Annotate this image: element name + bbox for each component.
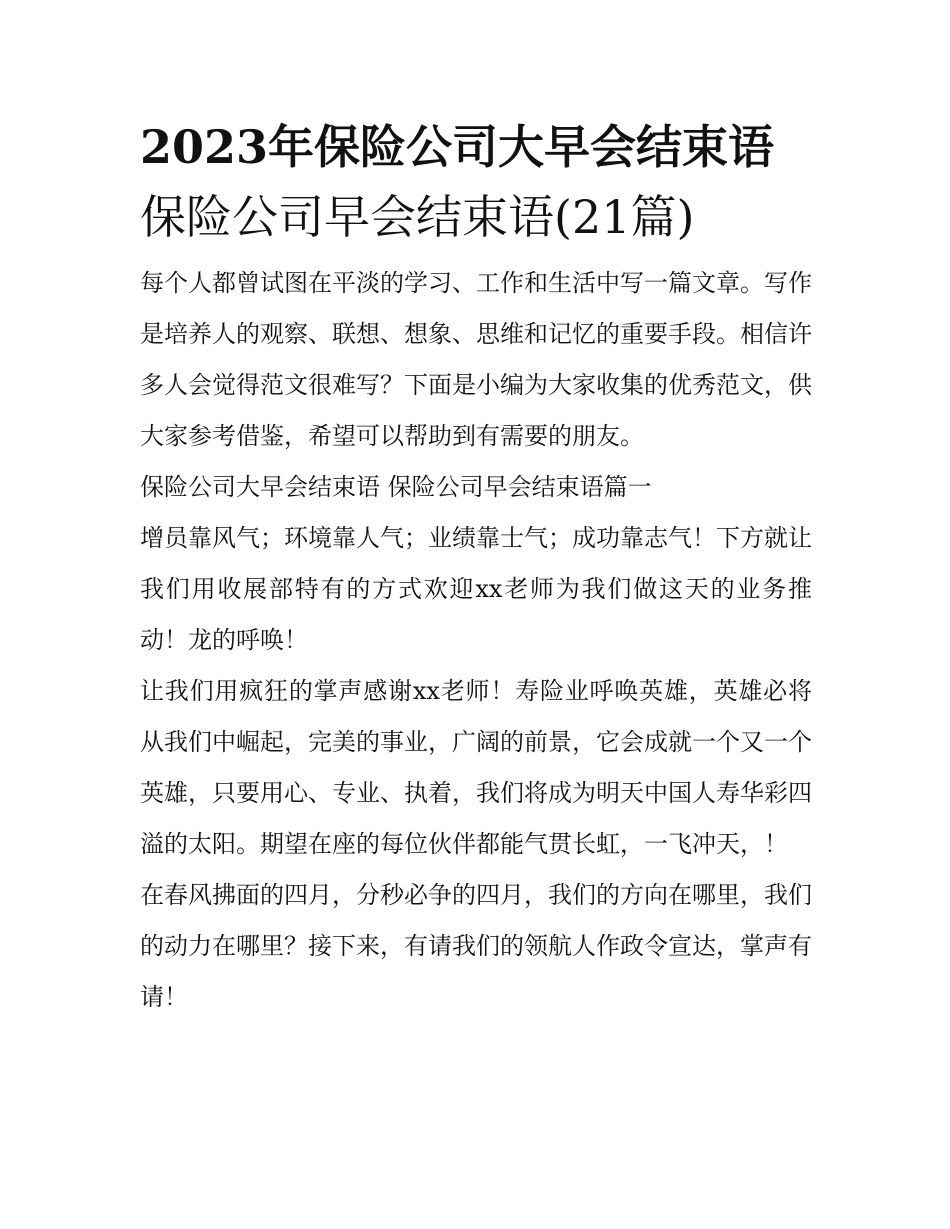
body-paragraph: 让我们用疯狂的掌声感谢xx老师！寿险业呼唤英雄，英雄必将从我们中崛起，完美的事业，广阔的前景，它会成就一个又一个英雄，只要用心、专业、执着，我们将成为明天中国人寿华彩四溢的太阳。期望在座的每位伙伴都能气贯长虹，一飞冲天，！	[140, 677, 812, 858]
intro-paragraph: 每个人都曾试图在平淡的学习、工作和生活中写一篇文章。写作是培养人的观察、联想、想象、思维和记忆的重要手段。相信许多人会觉得范文很难写？下面是小编为大家收集的优秀范文，供大家参考借鉴，希望可以帮助到有需要的朋友。	[140, 269, 812, 450]
document-title	[140, 112, 812, 252]
body-paragraph: 增员靠风气；环境靠人气；业绩靠士气；成功靠志气！下方就让我们用收展部特有的方式欢迎xx老师为我们做这天的业务推动！龙的呼唤！	[140, 524, 812, 654]
title-line-2: 保险公司早会结束语(21篇)	[140, 190, 695, 244]
section-heading: 保险公司大早会结束语 保险公司早会结束语篇一	[140, 473, 652, 501]
document-page	[140, 112, 812, 1023]
title-line-1: 2023年保险公司大早会结束语	[140, 120, 775, 174]
body-paragraph: 在春风拂面的四月，分秒必争的四月，我们的方向在哪里，我们的动力在哪里？接下来，有请我们的领航人作政令宣达，掌声有请！	[140, 881, 812, 1011]
